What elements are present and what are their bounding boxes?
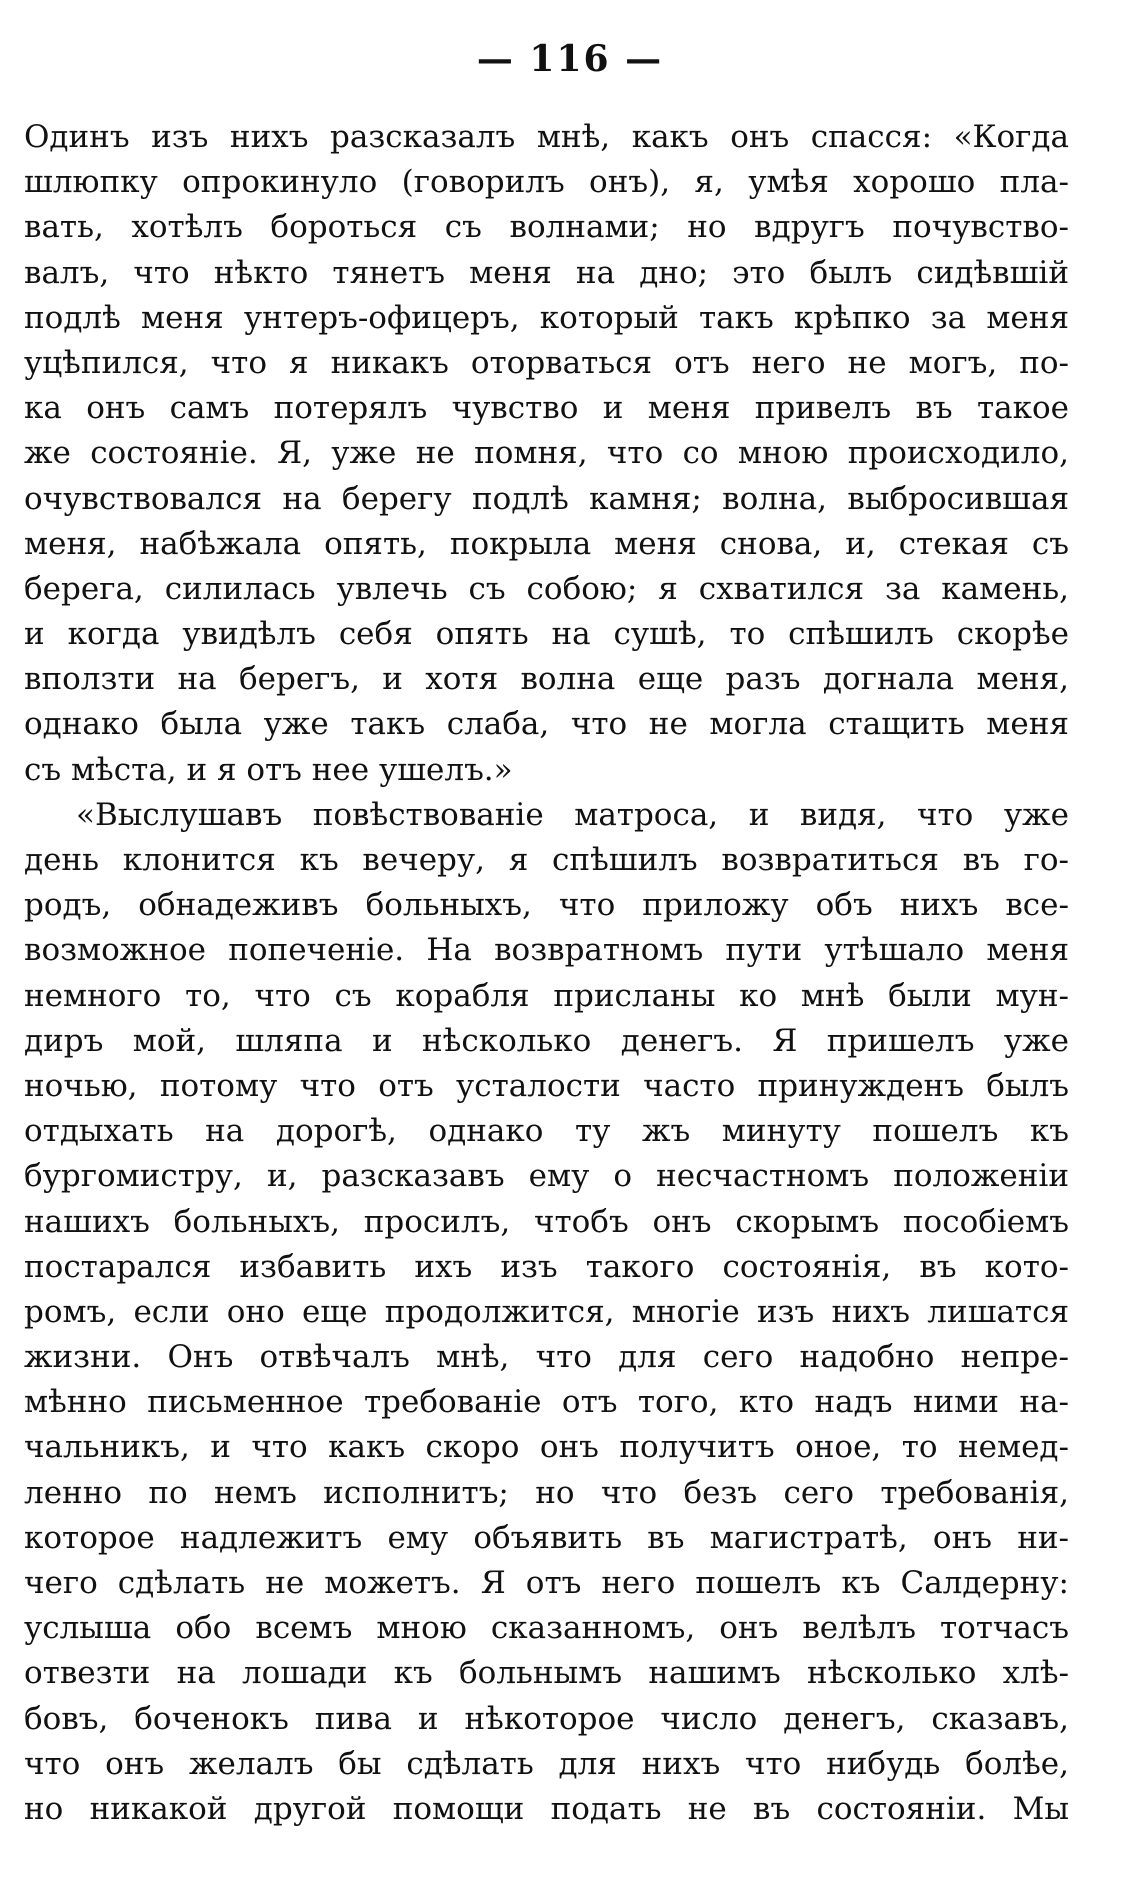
text-line: подлѣ меня унтеръ-офицеръ, который такъ крѣпко за меня (24, 299, 1069, 336)
text-line: возможное попеченіе. На возвратномъ пути утѣшало меня (24, 932, 1069, 969)
text-line: Одинъ изъ нихъ разсказалъ мнѣ, какъ онъ спасся: «Когда (24, 119, 1069, 155)
text-line: ромъ, если оно еще продолжится, многіе изъ нихъ лишатся (24, 1293, 1069, 1330)
body-text (24, 115, 1069, 1832)
text-line: бовъ, боченокъ пива и нѣкоторое число денегъ, сказавъ, (24, 1700, 1069, 1737)
text-line: уцѣпился, что я никакъ оторваться отъ него не могъ, по- (24, 344, 1069, 381)
page-number: — 116 — (476, 38, 664, 80)
text-line: что онъ желалъ бы сдѣлать для нихъ что нибудь болѣе, (24, 1745, 1069, 1782)
text-line: берега, силилась увлечь съ собою; я схватился за камень, (24, 570, 1069, 607)
text-line: «Выслушавъ повѣствованіе матроса, и видя, что уже (76, 796, 1069, 833)
text-line: валъ, что нѣкто тянетъ меня на дно; это былъ сидѣвшій (24, 254, 1069, 291)
text-line: меня, набѣжала опять, покрыла меня снова, и, стекая съ (24, 525, 1069, 562)
text-line: нашихъ больныхъ, просилъ, чтобъ онъ скорымъ пособіемъ (24, 1203, 1069, 1240)
text-line: чего сдѣлать не можетъ. Я отъ него пошелъ къ Салдерну: (24, 1565, 1069, 1601)
text-line: очувствовался на берегу подлѣ камня; волна, выбросившая (24, 480, 1069, 517)
text-line: вползти на берегъ, и хотя волна еще разъ догнала меня, (24, 661, 1069, 698)
text-line: отдыхать на дорогѣ, однако ту жъ минуту пошелъ къ (24, 1113, 1069, 1150)
text-line: мѣнно письменное требованіе отъ того, кто надъ ними на- (24, 1384, 1069, 1421)
text-line: бургомистру, и, разсказавъ ему о несчастномъ положеніи (24, 1158, 1069, 1195)
text-line: и когда увидѣлъ себя опять на сушѣ, то спѣшилъ скорѣе (24, 616, 1069, 653)
text-line: немного то, что съ корабля присланы ко мнѣ были мун- (24, 977, 1069, 1014)
text-line: отвезти на лошади къ больнымъ нашимъ нѣсколько хлѣ- (24, 1655, 1069, 1692)
text-line: чальникъ, и что какъ скоро онъ получитъ оное, то немед- (24, 1429, 1069, 1466)
text-line: диръ мой, шляпа и нѣсколько денегъ. Я пришелъ уже (24, 1022, 1069, 1059)
text-line: съ мѣста, и я отъ нее ушелъ.» (24, 751, 513, 788)
text-line: однако была уже такъ слаба, что не могла стащить меня (24, 706, 1069, 743)
text-line: услыша обо всемъ мною сказанномъ, онъ велѣлъ тотчасъ (24, 1610, 1069, 1647)
text-line: ночью, потому что отъ усталости часто принужденъ былъ (24, 1067, 1069, 1104)
text-line: же состояніе. Я, уже не помня, что со мною происходило, (24, 435, 1069, 472)
text-line: которое надлежитъ ему объявить въ магистратѣ, онъ ни- (24, 1519, 1069, 1556)
text-line: ленно по немъ исполнитъ; но что безъ сего требованія, (24, 1474, 1069, 1511)
text-line: постарался избавить ихъ изъ такого состоянія, въ кото- (24, 1248, 1069, 1285)
text-line: но никакой другой помощи подать не въ состояніи. Мы (24, 1790, 1069, 1827)
text-line: ка онъ самъ потерялъ чувство и меня привелъ въ такое (24, 390, 1069, 427)
text-line: вать, хотѣлъ бороться съ волнами; но вдругъ почувство- (24, 209, 1069, 246)
text-line: день клонится къ вечеру, я спѣшилъ возвратиться въ го- (24, 842, 1069, 878)
text-line: шлюпку опрокинуло (говорилъ онъ), я, умѣя хорошо пла- (24, 164, 1069, 201)
text-line: жизни. Онъ отвѣчалъ мнѣ, что для сего надобно непре- (24, 1339, 1069, 1376)
text-line: родъ, обнадеживъ больныхъ, что приложу объ нихъ все- (24, 887, 1069, 924)
